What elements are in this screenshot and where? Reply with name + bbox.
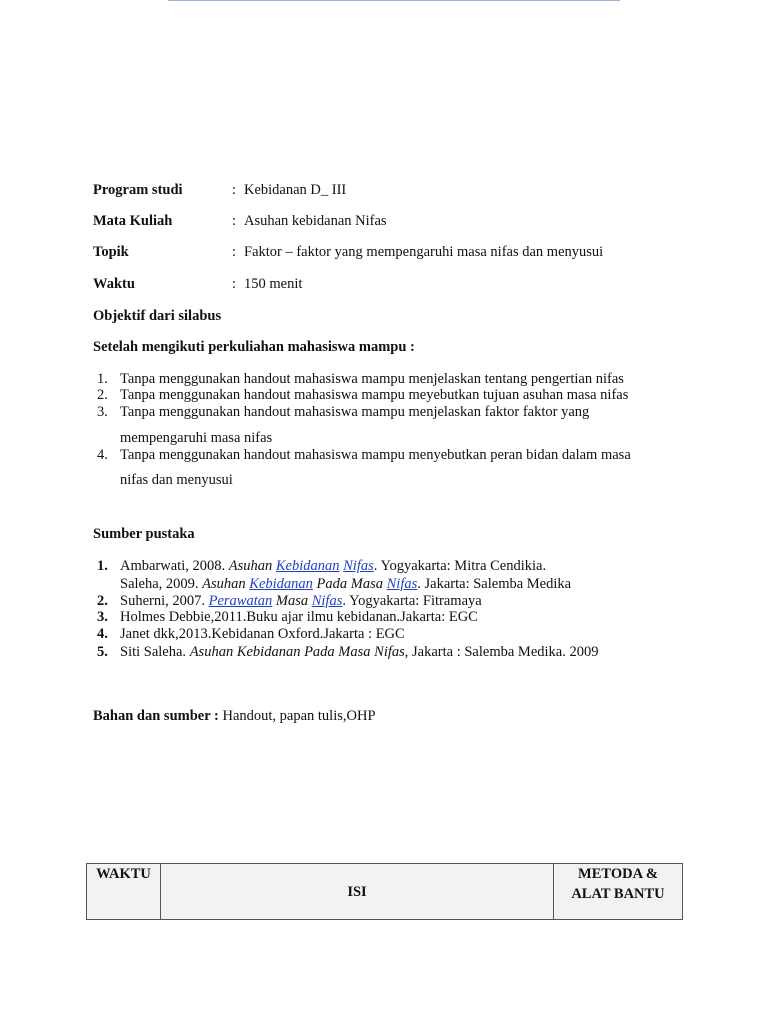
header-metoda-line2: ALAT BANTU — [571, 886, 665, 902]
info-label: Mata Kuliah — [93, 213, 173, 229]
ref-publisher: . Yogyakarta: Mitra Cendikia. — [373, 558, 547, 574]
ref-link[interactable]: Nifas — [311, 593, 343, 609]
ref-title-part: Asuhan — [228, 558, 276, 574]
ref-link[interactable]: Nifas — [343, 558, 374, 574]
item-text: nifas dan menyusui — [120, 472, 233, 488]
ref-author: Suherni, 2007. — [120, 593, 209, 609]
item-text: Tanpa menggunakan handout mahasiswa mampu menyebutkan peran bidan dalam masa — [120, 447, 631, 463]
ref-publisher: , Jakarta : Salemba Medika. 2009 — [404, 644, 599, 660]
info-value: Asuhan kebidanan Nifas — [244, 213, 387, 229]
ref-title-part: Masa — [272, 593, 312, 609]
item-text — [120, 643, 598, 661]
ref-author: Saleha, 2009. — [120, 576, 203, 592]
ref-publisher: . Jakarta: Salemba Medika — [417, 576, 572, 592]
info-colon: : — [232, 244, 237, 260]
item-text: Janet dkk,2013.Kebidanan Oxford.Jakarta : EGC — [120, 626, 405, 642]
ref-author: Ambarwati, 2008. — [120, 558, 229, 574]
header-metoda-line1: METODA & — [578, 866, 658, 882]
header-waktu: WAKTU — [87, 864, 161, 920]
item-number: 2. — [97, 593, 108, 609]
info-label: Topik — [93, 244, 129, 260]
item-text — [120, 557, 546, 575]
sources-heading: Sumber pustaka — [93, 526, 195, 542]
info-label: Waktu — [93, 276, 135, 292]
objective-heading: Objektif dari silabus — [93, 308, 222, 324]
info-colon: : — [232, 213, 237, 229]
item-number: 3. — [97, 404, 108, 420]
materials-line — [93, 706, 376, 726]
item-number: 5. — [97, 644, 108, 660]
ref-link[interactable]: Kebidanan — [249, 576, 313, 592]
header-rule — [168, 0, 620, 1]
item-text: Tanpa menggunakan handout mahasiswa mampu meyebutkan tujuan asuhan masa nifas — [120, 387, 629, 403]
info-colon: : — [232, 276, 237, 292]
ref-publisher: . Yogyakarta: Fitramaya — [342, 593, 482, 609]
item-number: 3. — [97, 609, 108, 625]
info-label: Program studi — [93, 182, 183, 198]
item-text: Tanpa menggunakan handout mahasiswa mampu menjelaskan tentang pengertian nifas — [120, 371, 624, 387]
item-text: Holmes Debbie,2011.Buku ajar ilmu kebidanan.Jakarta: EGC — [120, 609, 478, 625]
ref-title: Asuhan Kebidanan Pada Masa Nifas — [189, 644, 405, 660]
header-metoda — [554, 864, 683, 920]
item-number: 1. — [97, 371, 108, 387]
item-text: mempengaruhi masa nifas — [120, 430, 273, 446]
info-value: Kebidanan D_ III — [244, 182, 347, 198]
ref-link[interactable]: Perawatan — [208, 593, 273, 609]
ref-author: Siti Saleha. — [120, 644, 190, 660]
info-colon: : — [232, 182, 237, 198]
info-value: Faktor – faktor yang mempengaruhi masa nifas dan menyusui — [244, 244, 604, 260]
header-isi: ISI — [161, 864, 554, 920]
item-number: 1. — [97, 558, 108, 574]
item-number: 2. — [97, 387, 108, 403]
materials-value: Handout, papan tulis,OHP — [218, 708, 376, 724]
item-number: 4. — [97, 447, 108, 463]
item-number: 4. — [97, 626, 108, 642]
info-value: 150 menit — [244, 276, 303, 292]
table-header-row — [87, 864, 683, 920]
ref-title-part: Asuhan — [202, 576, 250, 592]
ref-title-part: Pada Masa — [312, 576, 387, 592]
item-text: Tanpa menggunakan handout mahasiswa mampu menjelaskan faktor faktor yang — [120, 404, 590, 420]
ref-link[interactable]: Nifas — [386, 576, 418, 592]
after-heading: Setelah mengikuti perkuliahan mahasiswa mampu : — [93, 339, 415, 355]
materials-label: Bahan dan sumber : — [93, 708, 219, 724]
schedule-table — [86, 863, 683, 920]
ref-link[interactable]: Kebidanan — [275, 558, 340, 574]
item-text — [120, 575, 571, 593]
